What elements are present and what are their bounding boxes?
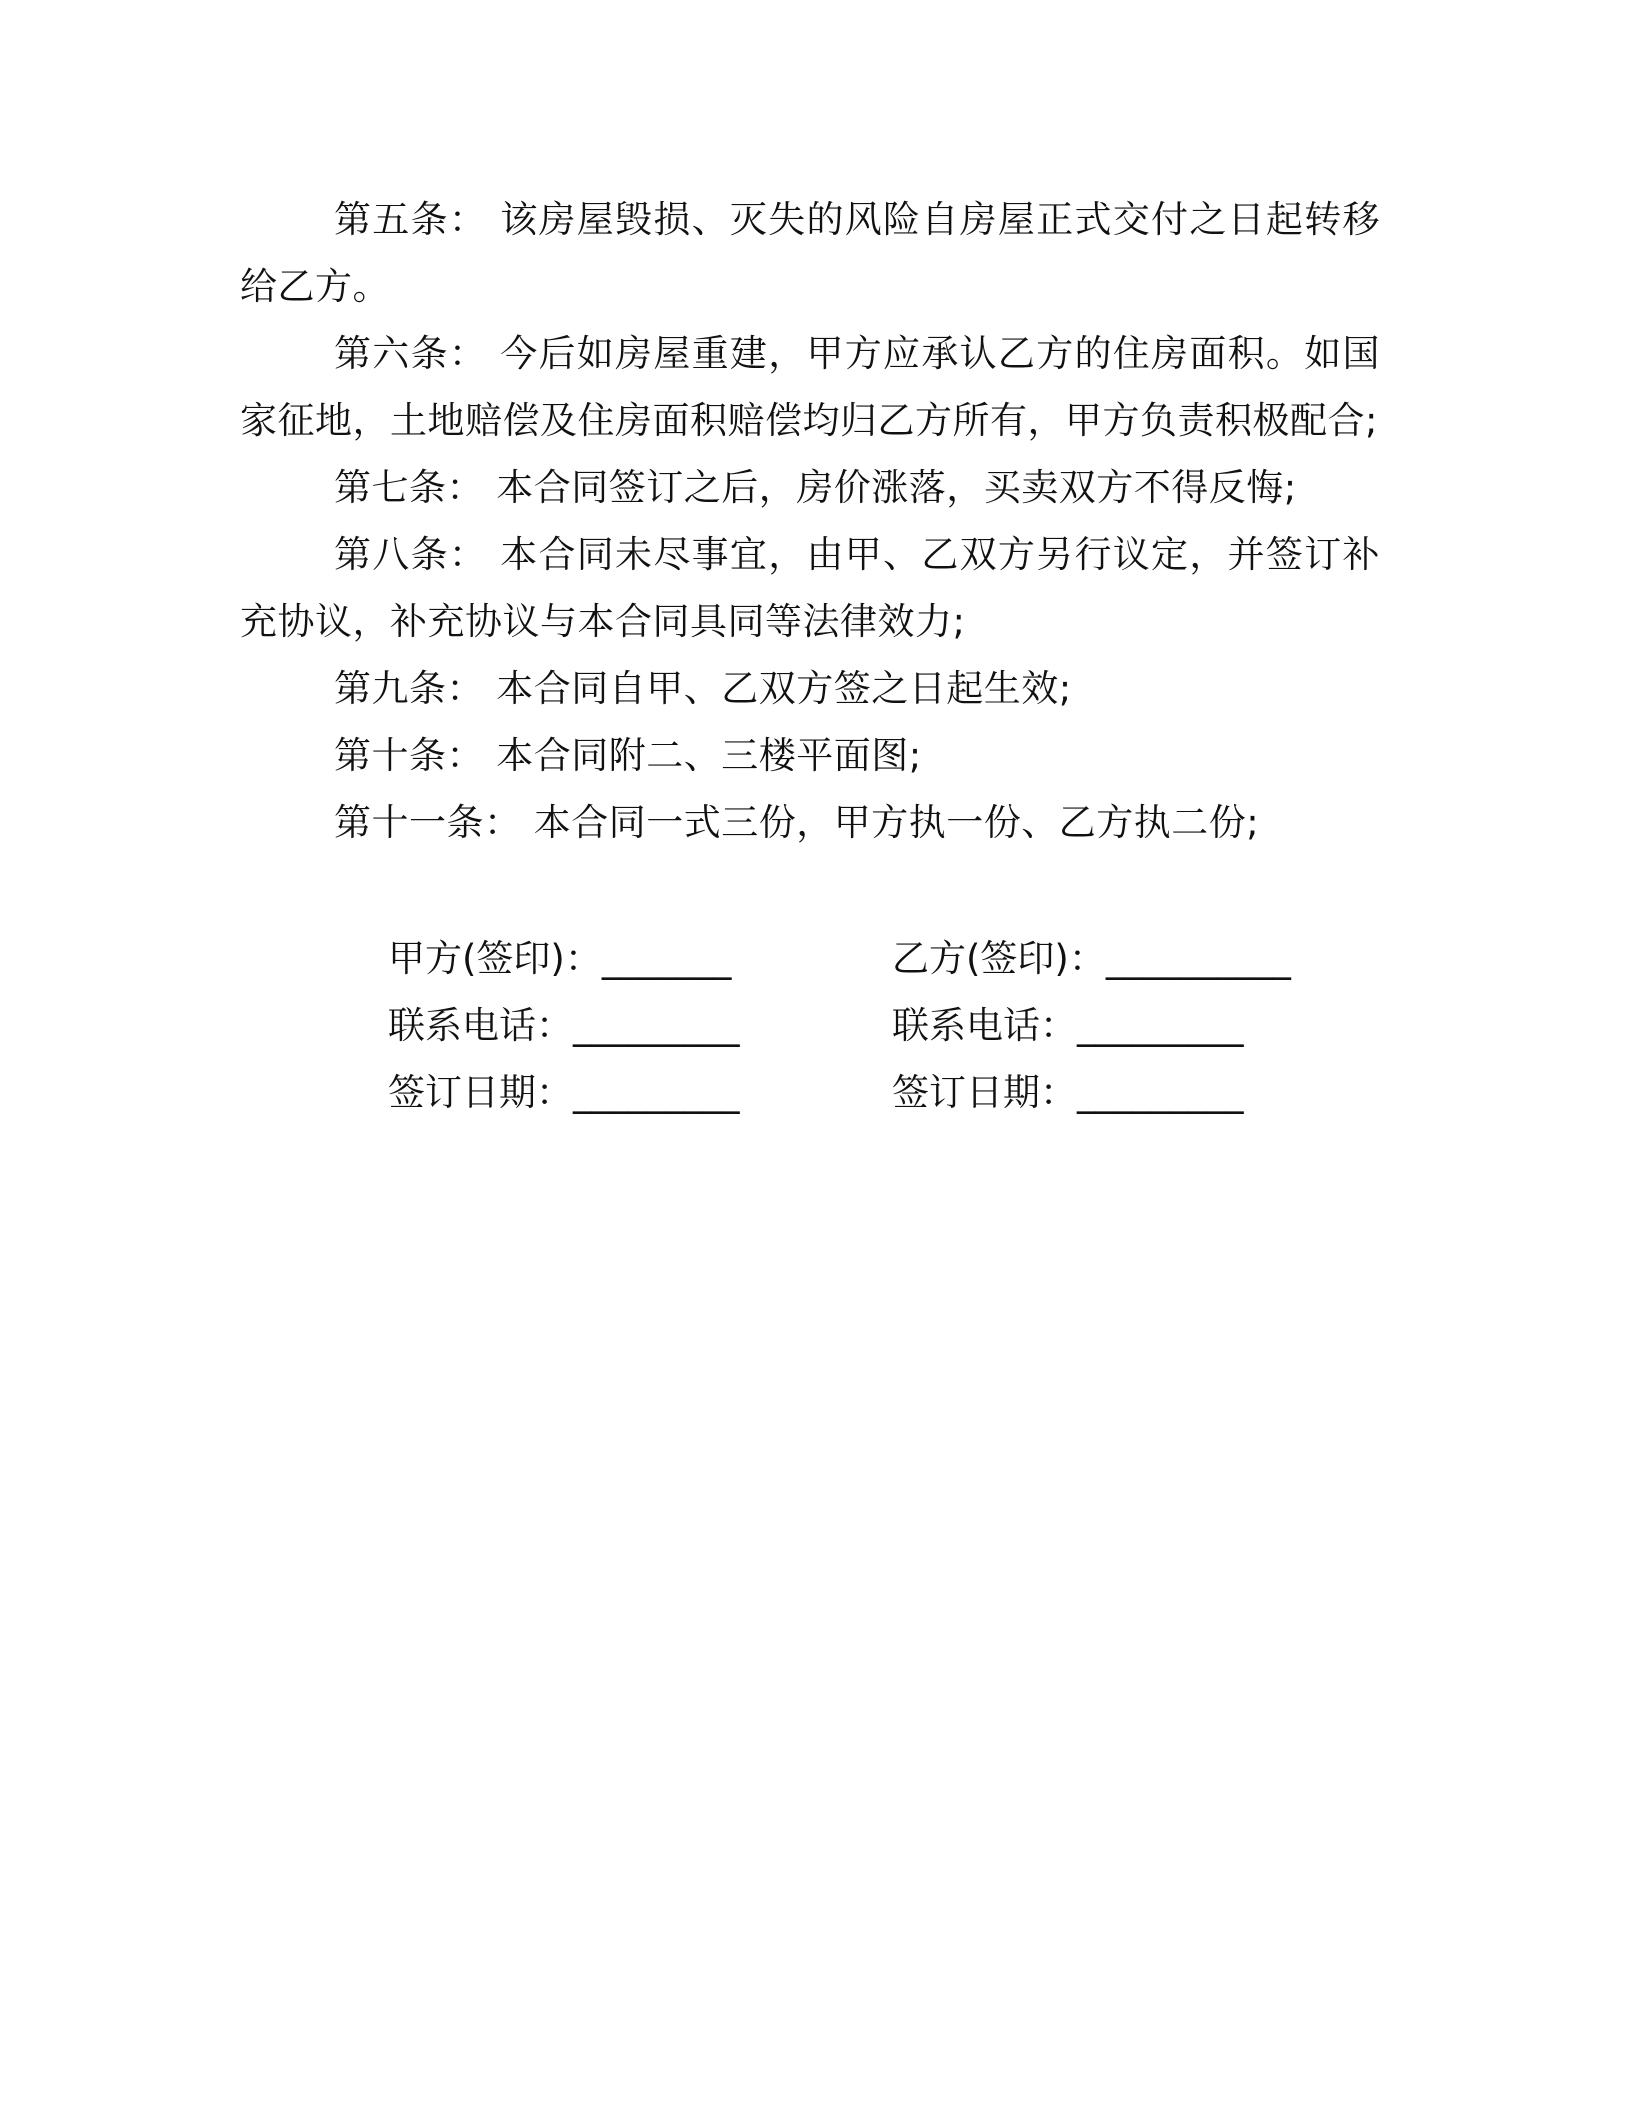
contract-clauses	[240, 186, 1380, 856]
clause-9: 第九条： 本合同自甲、乙双方签之日起生效;	[334, 667, 1072, 710]
clause-5: 第五条： 该房屋毁损、灭失的风险自房屋正式交付之日起转移给乙方。	[240, 198, 1380, 308]
party-a-signature	[388, 925, 740, 1126]
clause-8: 第八条： 本合同未尽事宜，由甲、乙双方另行议定，并签订补充协议，补充协议与本合同具同等法律效力;	[240, 533, 1380, 643]
party-a-date-line: 签订日期：_________	[388, 1071, 740, 1114]
party-a-sign-line: 甲方(签印)：_______	[388, 937, 732, 980]
party-b-sign-line: 乙方(签印)：__________	[892, 937, 1291, 980]
clause-7: 第七条： 本合同签订之后，房价涨落，买卖双方不得反悔;	[334, 466, 1297, 509]
clause-11: 第十一条： 本合同一式三份，甲方执一份、乙方执二份;	[334, 801, 1260, 844]
party-a-phone-line: 联系电话：_________	[388, 1004, 740, 1047]
clause-10: 第十条： 本合同附二、三楼平面图;	[334, 734, 922, 777]
clause-6: 第六条： 今后如房屋重建，甲方应承认乙方的住房面积。如国家征地，土地赔偿及住房面积赔偿均归乙方所有，甲方负责积极配合;	[240, 332, 1380, 442]
party-b-signature	[892, 925, 1291, 1126]
party-b-date-line: 签订日期：_________	[892, 1071, 1244, 1114]
party-b-phone-line: 联系电话：_________	[892, 1004, 1244, 1047]
